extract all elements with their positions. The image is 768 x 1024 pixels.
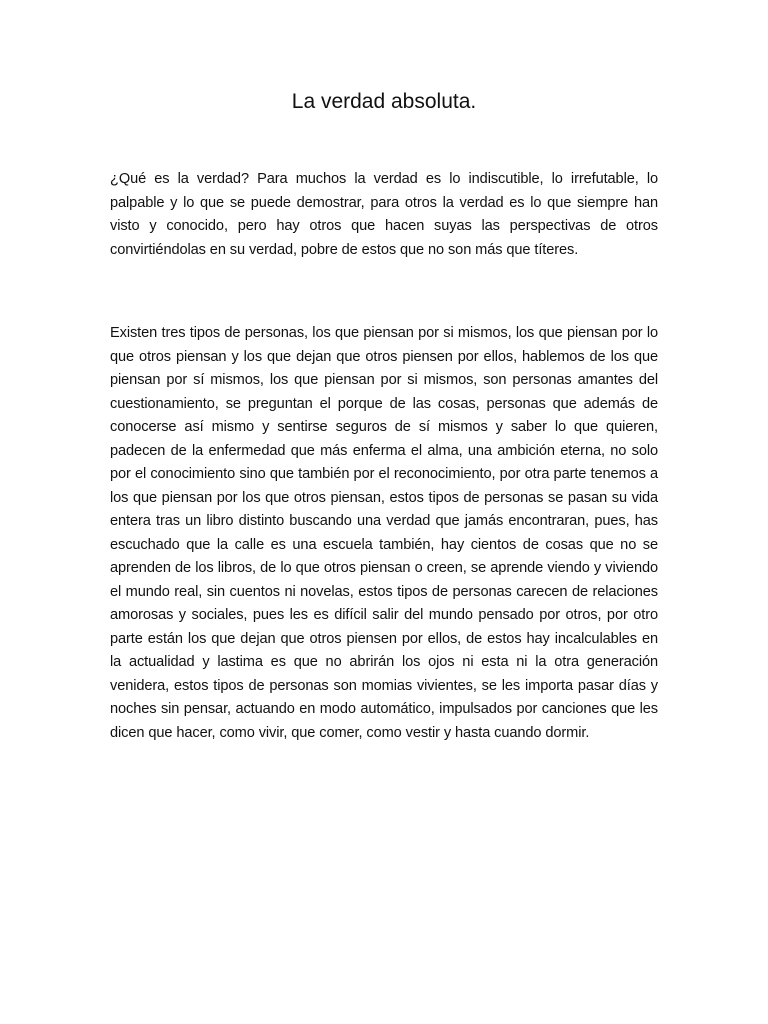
document-title: La verdad absoluta. [291, 90, 477, 113]
paragraph-body: Existen tres tipos de personas, los que piensan por si mismos, los que piensan por lo que otros piensan y los que dejan que otros piensen por ellos, hablemos de los que piensan por sí mismos, los que piensan por si mismos, son personas amantes del cuestionamiento, se preguntan el porque de las cosas, personas que además de conocerse así mismo y sentirse seguros de sí mismos y saber lo que quieren, padecen de la enfermedad que más enferma el alma, una ambición eterna, no solo por el conocimiento sino que también por el reconocimiento, por otra parte tenemos a los que piensan por los que otros piensan, estos tipos de personas se pasan su vida entera tras un libro distinto buscando una verdad que jamás encontraran, pues, has escuchado que la calle es una escuela también, hay cientos de cosas que no se aprenden de los libros, de lo que otros piensan o creen, se aprende viendo y viviendo el mundo real, sin cuentos ni novelas, estos tipos de personas carecen de relaciones amorosas y sociales, pues les es difícil salir del mundo pensado por otros, por otro parte están los que dejan que otros piensen por ellos, de estos hay incalculables en la actualidad y lastima es que no abrirán los ojos ni esta ni la otra generación venidera, estos tipos de personas son momias vivientes, se les importa pasar días y noches sin pensar, actuando en modo automático, impulsados por canciones que les dicen que hacer, como vivir, que comer, como vestir y hasta cuando dormir. [110, 325, 658, 741]
paragraph-intro: ¿Qué es la verdad? Para muchos la verdad es lo indiscutible, lo irrefutable, lo palpable y lo que se puede demostrar, para otros la verdad es lo que siempre han visto y conocido, pero hay otros que hacen suyas las perspectivas de otros convirtiéndolas en su verdad, pobre de estos que no son más que títeres. [110, 171, 658, 258]
